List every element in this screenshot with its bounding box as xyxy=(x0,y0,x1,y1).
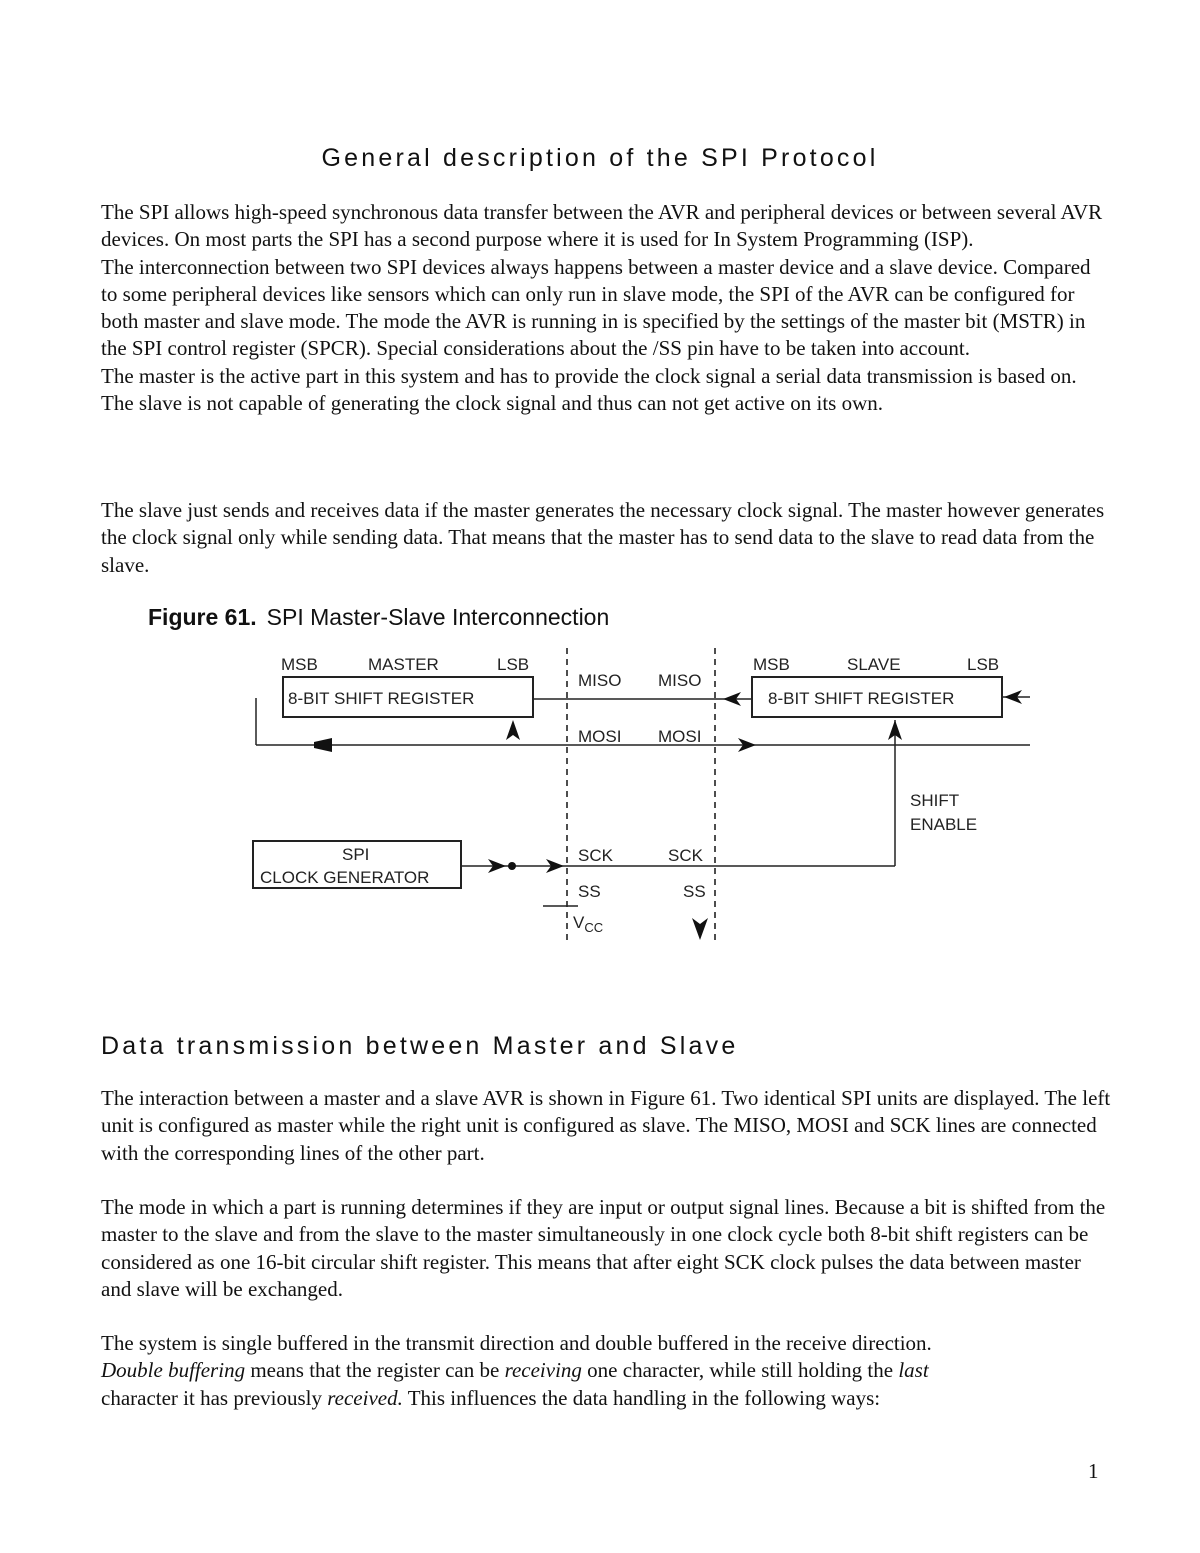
paragraph-master-role: The master is the active part in this system and has to provide the clock signal a serial data transmission is based on. The slave is not capable of generating the clock signal and thus can not get active on its own. xyxy=(101,363,1077,416)
section-title-data-transmission: Data transmission between Master and Slave xyxy=(101,1032,739,1060)
paragraph-interconnection: The interconnection between two SPI devices always happens between a master device and a slave device. Compared to some peripheral devices like sensors which can only run in slave mode, the SPI of the AVR can be configured for both master and slave mode. The mode the AVR is running in is specified by the settings of the master bit (MSTR) in the SPI control register (SPCR). Special considerations about the /SS pin have to be taken into account. xyxy=(101,254,1091,361)
section-title-spi-protocol: General description of the SPI Protocol xyxy=(321,144,879,172)
buffering-text-end: This influences the data handling in the following ways: xyxy=(407,1385,881,1410)
sck-right-label: SCK xyxy=(668,846,703,865)
buffering-emphasis-received: received. xyxy=(327,1385,403,1410)
slave-lsb-label: LSB xyxy=(967,655,1000,674)
buffering-emphasis-receiving: receiving xyxy=(504,1358,582,1383)
paragraph-spi-overview: The SPI allows high-speed synchronous data transfer between the AVR and peripheral devices or between several AVR devices. On most parts the SPI has a second purpose where it is used for In System Programming (ISP). xyxy=(101,200,1103,252)
mosi-arrow-left-icon xyxy=(314,738,332,752)
ss-left-label: SS xyxy=(578,882,601,901)
paragraph-master-slave-interaction: The interaction between a master and a slave AVR is shown in Figure 61. Two identical SPI units are displayed. The left unit is configured as master while the right unit is configured as slave. The MISO, MOSI and SCK lines are connected with the corresponding lines of the other part. xyxy=(101,1086,1111,1165)
slave-ss-arrow-icon xyxy=(692,918,708,940)
paragraph-buffering xyxy=(101,1330,1111,1412)
buffering-text-mid3: character it has previously xyxy=(101,1385,322,1410)
paragraph-shift-register: The mode in which a part is running determines if they are input or output signal lines. Because a bit is shifted from the master to the slave and from the slave to the master simultaneously in one clock cycle both 8-bit shift registers can be considered as one 16-bit circular shift register. This means that after eight SCK clock pulses the data between master and slave will be exchanged. xyxy=(101,1195,1106,1301)
master-title-label: MASTER xyxy=(368,655,439,674)
slave-register-label: 8-BIT SHIFT REGISTER xyxy=(768,689,955,708)
buffering-text-mid1: means that the register can be xyxy=(250,1358,500,1383)
buffering-text-start: The system is single buffered in the transmit direction and double buffered in the receive direction. xyxy=(101,1331,932,1355)
paragraph-slave-behavior: The slave just sends and receives data if the master generates the necessary clock signal. The master however generates the clock signal only while sending data. That means that the master has to send data to the slave to read data from the slave. xyxy=(101,498,1105,577)
figure-caption-text: SPI Master-Slave Interconnection xyxy=(266,604,610,630)
figure-number: Figure 61. xyxy=(148,604,257,630)
master-msb-label: MSB xyxy=(281,655,318,674)
buffering-text-mid2: one character, while still holding the xyxy=(587,1358,894,1383)
clock-generator-line2: CLOCK GENERATOR xyxy=(260,868,430,887)
mosi-right-label: MOSI xyxy=(658,727,702,746)
miso-right-label: MISO xyxy=(658,671,702,690)
miso-left-label: MISO xyxy=(578,671,622,690)
buffering-emphasis-double: Double buffering xyxy=(101,1358,246,1383)
buffering-emphasis-last: last xyxy=(898,1358,929,1383)
slave-title-label: SLAVE xyxy=(847,655,901,674)
mosi-left-label: MOSI xyxy=(578,727,622,746)
shift-label: SHIFT xyxy=(910,791,960,810)
slave-msb-label: MSB xyxy=(753,655,790,674)
intro-text-block xyxy=(101,199,1111,417)
spi-interconnection-diagram xyxy=(240,648,1040,948)
vcc-label: $V_{CC}$ xyxy=(573,913,604,935)
ss-right-label: SS xyxy=(683,882,706,901)
master-lsb-arrow-icon xyxy=(506,720,520,740)
master-lsb-label: LSB xyxy=(497,655,530,674)
figure-caption xyxy=(148,604,609,631)
clock-generator-line1: SPI xyxy=(342,845,370,864)
sck-left-label: SCK xyxy=(578,846,613,865)
sck-junction-dot xyxy=(508,862,516,870)
page-number: 1 xyxy=(1088,1459,1099,1483)
enable-label: ENABLE xyxy=(910,815,978,834)
master-register-label: 8-BIT SHIFT REGISTER xyxy=(288,689,475,708)
